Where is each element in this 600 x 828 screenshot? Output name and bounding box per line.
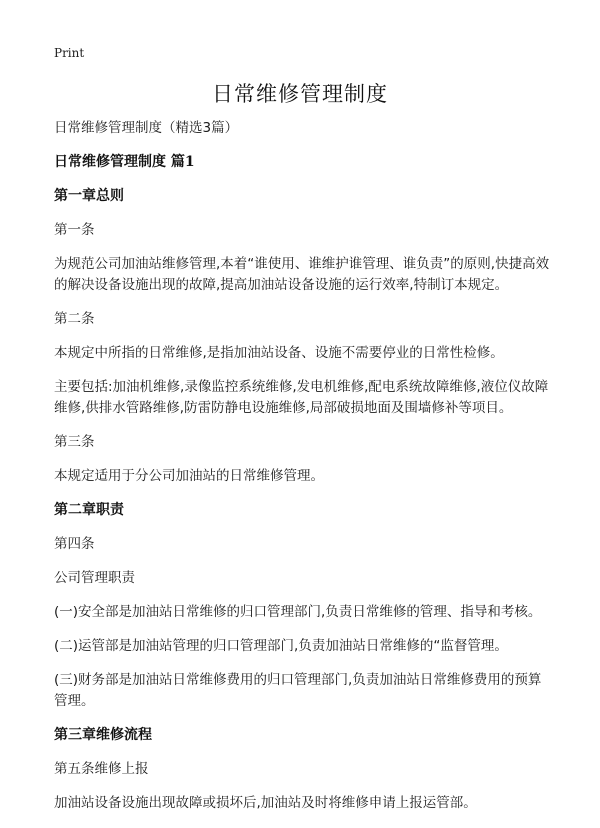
duty-item-2: (二)运管部是加油站管理的归口管理部门,负责加油站日常维修的“监督管理。 <box>54 638 508 654</box>
clause-label-5: 第五条维修上报 <box>54 761 149 777</box>
page-title: 日常维修管理制度 <box>212 82 388 106</box>
document-subtitle: 日常维修管理制度（精选3篇） <box>54 120 239 136</box>
clause-text-5: 加油站设备设施出现故障或损坏后,加油站及时将维修申请上报运管部。 <box>54 795 477 811</box>
chapter-heading-1: 第一章总则 <box>54 188 124 204</box>
clause-text-3: 本规定适用于分公司加油站的日常维修管理。 <box>54 468 324 484</box>
print-label[interactable]: Print <box>54 46 85 60</box>
clause-label-3: 第三条 <box>54 434 95 450</box>
clause-subheading-4: 公司管理职责 <box>54 570 135 586</box>
duty-item-3: (三)财务部是加油站日常维修费用的归口管理部门,负责加油站日常维修费用的预算管理。 <box>54 672 542 709</box>
clause-label-4: 第四条 <box>54 536 95 552</box>
chapter-heading-3: 第三章维修流程 <box>54 727 152 743</box>
clause-text-1: 为规范公司加油站维修管理,本着“谁使用、谁维护谁管理、谁负责”的原则,快捷高效的解决设备设施出现的故障,提高加油站设备设施的运行效率,特制订本规定。 <box>54 256 550 293</box>
clause-items-2: 主要包括:加油机维修,录像监控系统维修,发电机维修,配电系统故障维修,液位仪故障维修,供排水管路维修,防雷防静电设施维修,局部破损地面及围墙修补等项目。 <box>54 379 549 416</box>
clause-label-2: 第二条 <box>54 311 95 327</box>
chapter-heading-2: 第二章职责 <box>54 502 124 518</box>
clause-label-1: 第一条 <box>54 222 95 238</box>
duty-item-1: (一)安全部是加油站日常维修的归口管理部门,负责日常维修的管理、指导和考核。 <box>54 604 542 620</box>
clause-text-2: 本规定中所指的日常维修,是指加油站设备、设施不需要停业的日常性检修。 <box>54 345 504 361</box>
document-body <box>54 118 554 827</box>
article-heading: 日常维修管理制度 篇1 <box>54 154 195 170</box>
